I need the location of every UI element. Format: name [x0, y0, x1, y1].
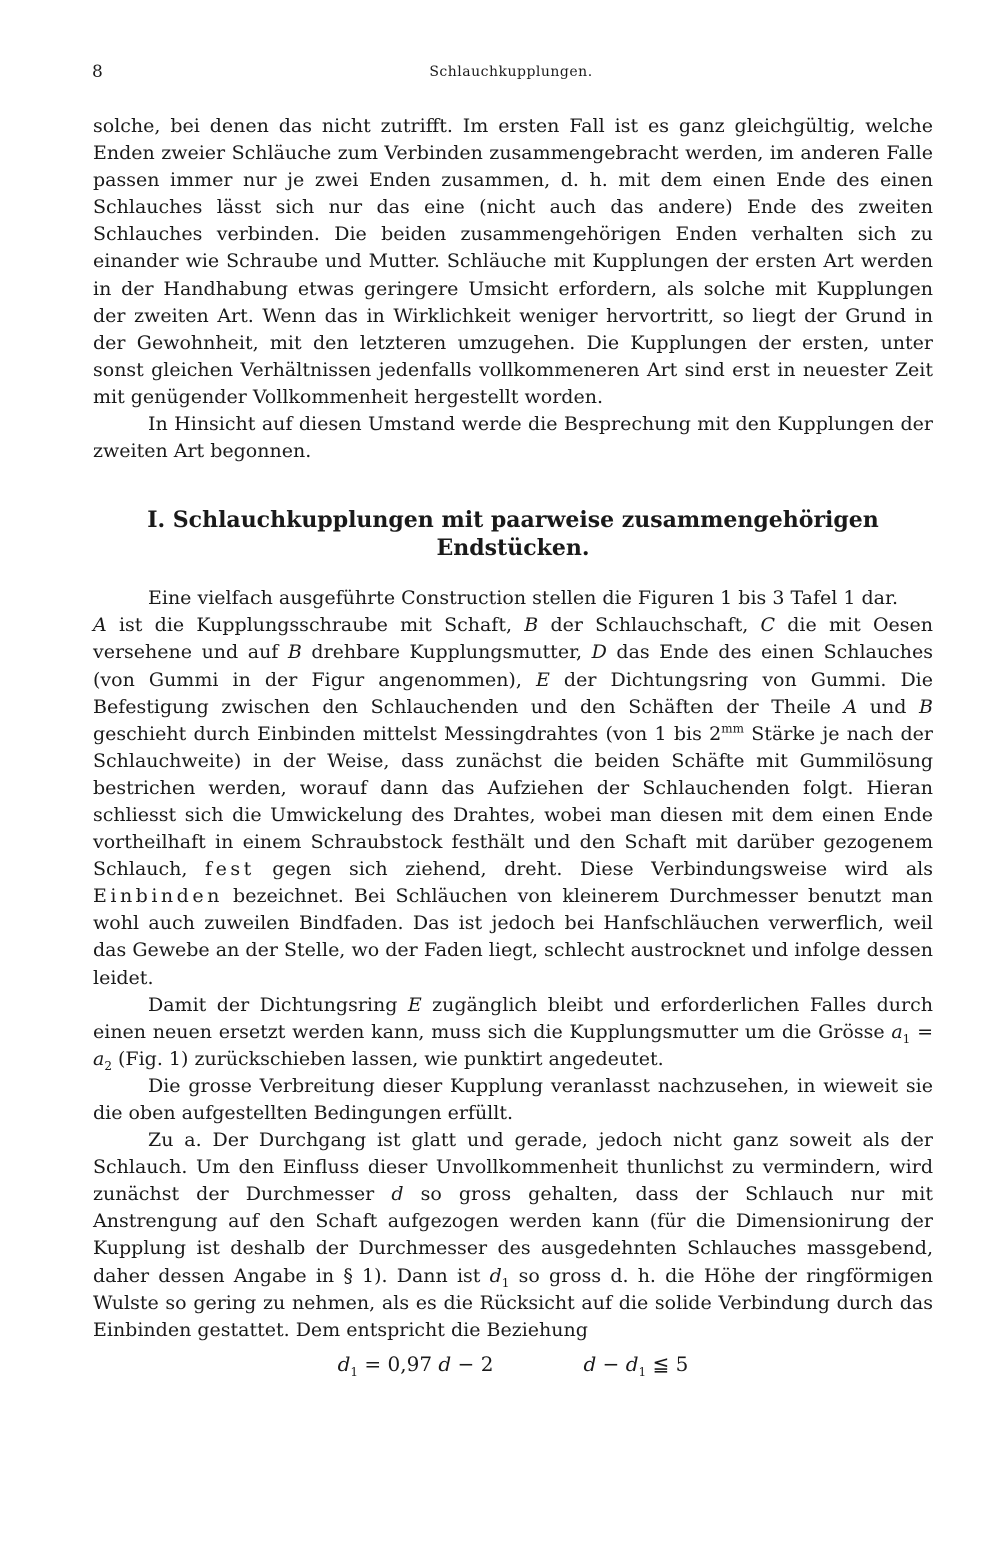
paragraph-continuation: solche, bei denen das nicht zutrifft. Im ersten Fall ist es ganz gleichgültig, welche Enden zweier Schläuche zum Verbinden zusammengebracht werden, im anderen Falle passen immer nur je zwei Enden zusammen, d. h. mit dem einen Ende des einen Schlauches lässt sich nur das eine (nicht auch das andere) Ende des zweiten Schlauches verbinden. Die beiden zusammengehörigen Enden verhalten sich zu einander wie Schraube und Mutter. Schläuche mit Kupplungen der ersten Art werden in der Handhabung etwas geringere Umsicht erfordern, als solche mit Kupplungen der zweiten Art. Wenn das in Wirklichkeit weniger hervortritt, so liegt der Grund in der Gewohnheit, mit den letzteren umzugehen. Die Kupplungen der ersten, unter sonst gleichen Verhältnissen jedenfalls vollkommeneren Art sind erst in neuester Zeit mit genügender Vollkommenheit hergestellt worden. [93, 115, 933, 408]
formula [93, 1350, 933, 1378]
paragraph-construction: Eine vielfach ausgeführte Construction stellen die Figuren 1 bis 3 Tafel 1 dar. A ist die Kupplungsschraube mit Schaft, B der Schlauchschaft, C die mit Oesen versehene und auf B drehbare Kupplungsmutter, D das Ende des einen Schlauches (von Gummi in der Figur angenommen), E der Dichtungsring von Gummi. Die Befestigung zwischen den Schlauchenden und den Schäften der Theile A und B geschieht durch Einbinden mittelst Messingdrahtes (von 1 bis $2^{mm}$ Stärke je nach der Schlauchweite) in der Weise, dass zunächst die beiden Schäfte mit Gummilösung bestrichen werden, worauf dann das Aufziehen der Schlauchenden folgt. Hieran schliesst sich die Umwickelung des Drahtes, wobei man diesen mit dem einen Ende vortheilhaft in einem Schraubstock festhält und den Schaft mit darüber gezogenem Schlauch, fest gegen sich ziehend, dreht. Diese Verbindungsweise wird als Einbinden bezeichnet. Bei Schläuchen von kleinerem Durchmesser benutzt man wohl auch zuweilen Bindfaden. Das ist jedoch bei Hanfschläuchen verwerflich, weil das Gewebe an der Stelle, wo der Faden liegt, schlecht austrocknet und infolge dessen leidet. [93, 587, 934, 989]
formula-right: $d - d_1$ ≦ 5 [583, 1351, 689, 1379]
page-header [92, 62, 930, 86]
paragraph-zu-a: Zu a. Der Durchgang ist glatt und gerade, jedoch nicht ganz soweit als der Schlauch. Um den Einfluss dieser Unvollkommenheit thunlichst zu vermindern, wird zunächst der Durchmesser d so gross gehalten, dass der Schlauch nur mit Anstrengung auf den Schaft aufgezogen werden kann (für die Dimensionirung der Kupplung ist deshalb der Durchmesser des ausgedehnten Schlauches massgebend, daher dessen Angabe in § 1). Dann ist $d_1$ so gross d. h. die Höhe der ringförmigen Wulste so gering zu nehmen, als es die Rücksicht auf die solide Verbindung durch das Einbinden gestattet. Dem entspricht die Beziehung [93, 1129, 934, 1341]
formula-left: $d_1 = 0,97$ d − 2 [337, 1351, 494, 1379]
paragraph-hinsicht: In Hinsicht auf diesen Umstand werde die Besprechung mit den Kupplungen der zweiten Art begonnen. [93, 413, 933, 463]
paragraph-dichtungsring: Damit der Dichtungsring E zugänglich bleibt und erforderlichen Falles durch einen neuen ersetzt werden kann, muss sich die Kupplungsmutter um die Grösse $a_1 = a_2$ (Fig. 1) zurückschieben lassen, wie punktirt angedeutet. [93, 993, 933, 1073]
section-heading: I. Schlauchkupplungen mit paarweise zusammengehörigen Endstücken. [147, 507, 879, 562]
page-body [93, 113, 933, 1378]
running-title: Schlauchkupplungen. [429, 64, 593, 80]
page-number: 8 [92, 62, 103, 82]
paragraph-verbreitung: Die grosse Verbreitung dieser Kupplung veranlasst nachzusehen, in wieweit sie die oben aufgestellten Bedingungen erfüllt. [93, 1074, 933, 1124]
